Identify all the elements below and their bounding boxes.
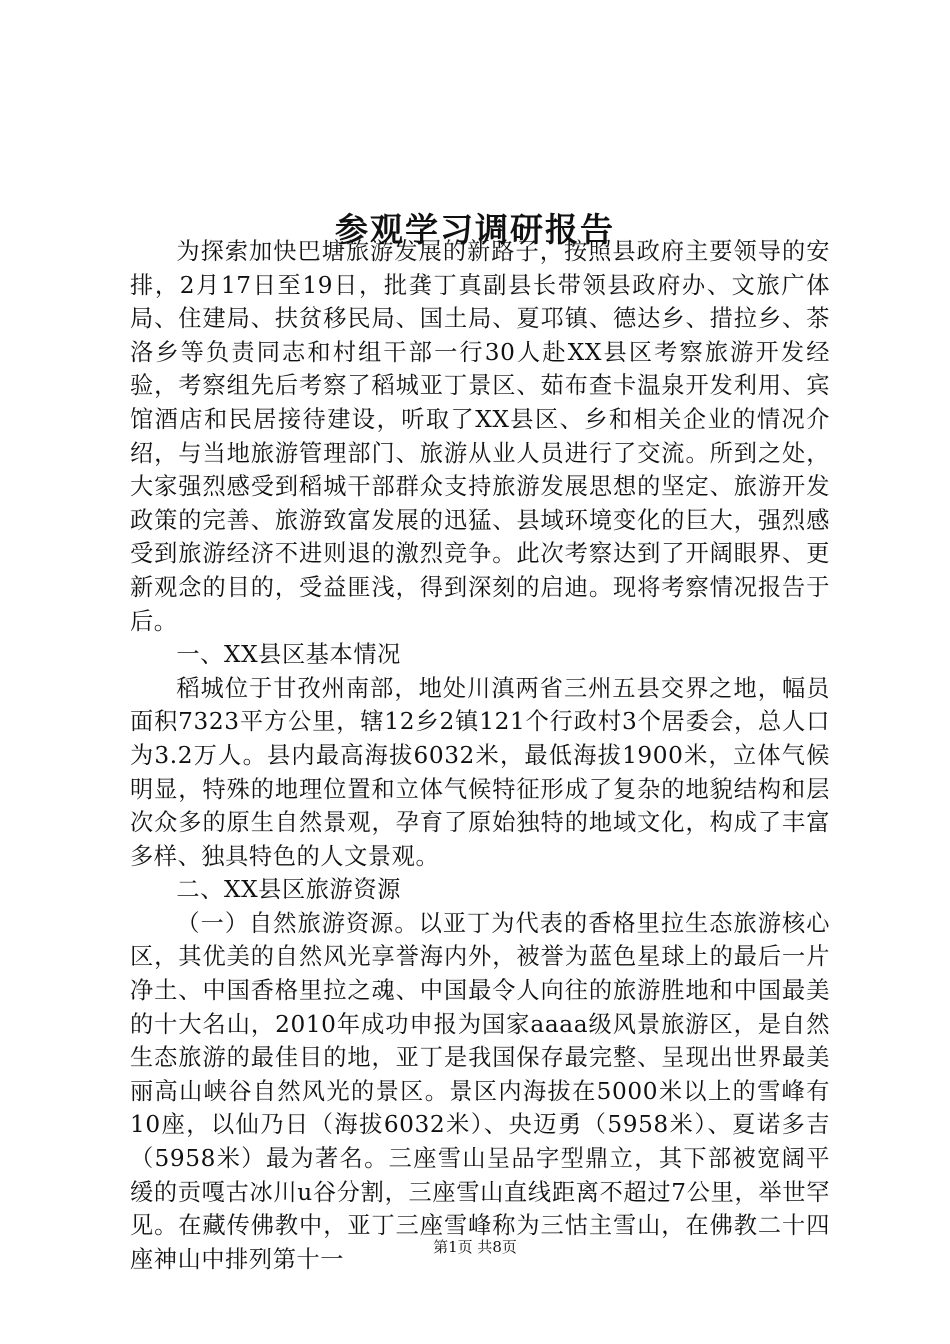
document-title: 参观学习调研报告 [335, 210, 615, 250]
section-heading-1: 一、XX县区基本情况 [176, 641, 401, 669]
page-footer: 第1页 共8页 [433, 1238, 517, 1256]
paragraph-natural-resources: （一）自然旅游资源。以亚丁为代表的香格里拉生态旅游核心区，其优美的自然风光享誉海内外，被誉为蓝色星球上的最后一片净土、中国香格里拉之魂、中国最令人向往的旅游胜地和中国最美的十大名山，2010年成功申报为国家aaaa级风景旅游区，是自然生态旅游的最佳目的地，亚丁是我国保存最完整、呈现出世界最美丽高山峡谷自然风光的景区。景区内海拔在5000米以上的雪峰有10座，以仙乃日（海拔6032米）、央迈勇（5958米）、夏诺多吉（5958米）最为著名。三座雪山呈品字型鼎立，其下部被宽阔平缓的贡嘎古冰川u谷分割，三座雪山直线距离不超过7公里，举世罕见。在藏传佛教中，亚丁三座雪峰称为三怙主雪山，在佛教二十四座神山中排列第十一 [130, 909, 830, 1273]
document-body [130, 235, 830, 1276]
section-heading-2: 二、XX县区旅游资源 [176, 876, 401, 904]
paragraph-basic-info: 稻城位于甘孜州南部，地处川滇两省三州五县交界之地，幅员面积7323平方公里，辖12乡2镇121个行政村3个居委会，总人口为3.2万人。县内最高海拔6032米，最低海拔1900米，立体气候明显，特殊的地理位置和立体气候特征形成了复杂的地貌结构和层次众多的原生自然景观，孕育了原始独特的地域文化，构成了丰富多样、独具特色的人文景观。 [130, 674, 830, 870]
paragraph-intro: 为探索加快巴塘旅游发展的新路子，按照县政府主要领导的安排，2月17日至19日，批龚丁真副县长带领县政府办、文旅广体局、住建局、扶贫移民局、国土局、夏邛镇、德达乡、措拉乡、茶洛乡等负责同志和村组干部一行30人赴XX县区考察旅游开发经验，考察组先后考察了稻城亚丁景区、茹布查卡温泉开发利用、宾馆酒店和民居接待建设，听取了XX县区、乡和相关企业的情况介绍，与当地旅游管理部门、旅游从业人员进行了交流。所到之处，大家强烈感受到稻城干部群众支持旅游发展思想的坚定、旅游开发政策的完善、旅游致富发展的迅猛、县域环境变化的巨大，强烈感受到旅游经济不进则退的激烈竞争。此次考察达到了开阔眼界、更新观念的目的，受益匪浅，得到深刻的启迪。现将考察情况报告于后。 [130, 238, 830, 635]
